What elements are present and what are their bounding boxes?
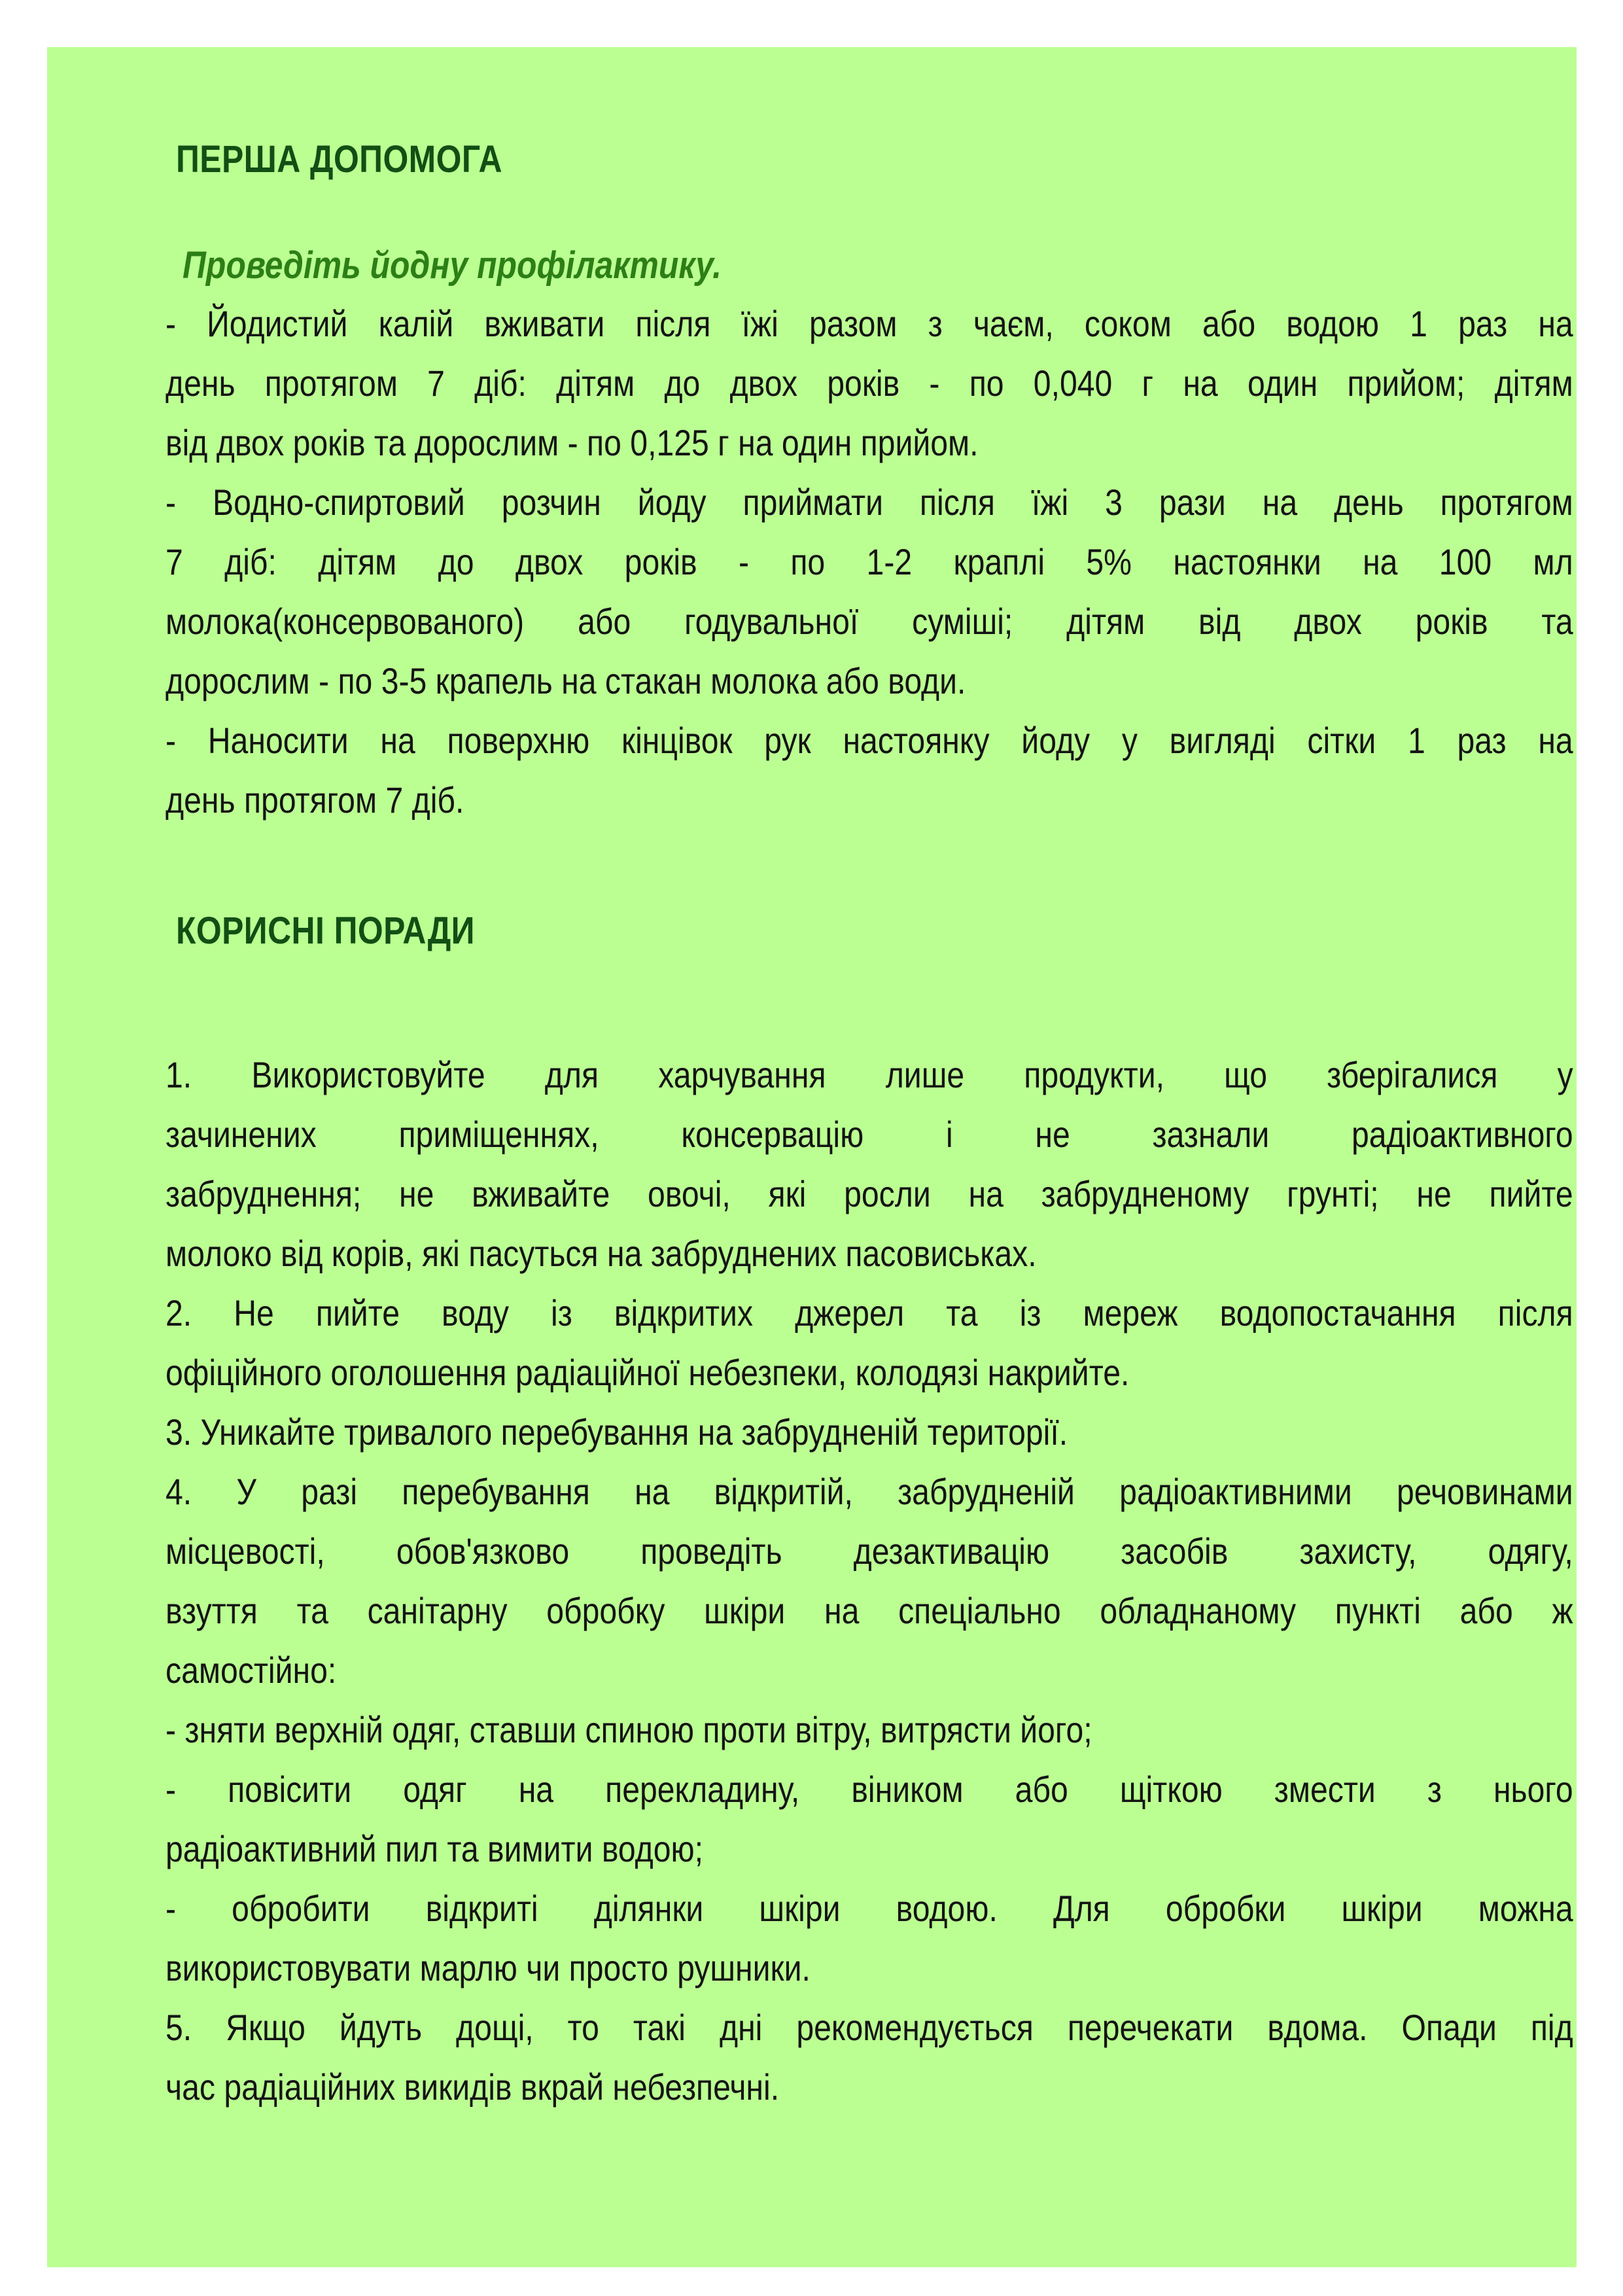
first-aid-text bbox=[166, 294, 1573, 830]
text-line: молока(консервованого) або годувальної суміші; дітям від двох років та bbox=[166, 601, 1573, 642]
first-aid-heading: ПЕРША ДОПОМОГА bbox=[176, 138, 502, 181]
text-line: забруднення; не вживайте овочі, які росли на забрудненому грунті; не пийте bbox=[166, 1173, 1573, 1214]
text-line: - зняти верхній одяг, ставши спиною проти вітру, витрясти його; bbox=[166, 1709, 1092, 1750]
text-line: день протягом 7 діб. bbox=[166, 779, 464, 821]
text-line: - Водно-спиртовий розчин йоду приймати після їжі 3 рази на день протягом bbox=[166, 482, 1573, 523]
text-line: 2. Не пийте воду із відкритих джерел та із мереж водопостачання після bbox=[166, 1292, 1573, 1333]
text-line: 1. Використовуйте для харчування лише продукти, що зберігалися у bbox=[166, 1054, 1573, 1095]
text-line: 4. У разі перебування на відкритій, забрудненій радіоактивними речовинами bbox=[166, 1471, 1573, 1512]
text-line: від двох років та дорослим - по 0,125 г на один прийом. bbox=[166, 422, 979, 463]
text-line: - Йодистий калій вживати після їжі разом з чаєм, соком або водою 1 раз на bbox=[166, 303, 1573, 344]
text-line: 5. Якщо йдуть дощі, то такі дні рекомендується перечекати вдома. Опади під bbox=[166, 2007, 1573, 2048]
text-line: 7 діб: дітям до двох років - по 1-2 краплі 5% настоянки на 100 мл bbox=[166, 541, 1573, 582]
text-line: - повісити одяг на перекладину, віником або щіткою змести з нього bbox=[166, 1769, 1573, 1810]
text-line: зачинених приміщеннях, консервацію і не зазнали радіоактивного bbox=[166, 1114, 1573, 1155]
text-line: офіційного оголошення радіаційної небезпеки, колодязі накрийте. bbox=[166, 1352, 1130, 1393]
text-line: молоко від корів, які пасуться на забруднених пасовиськах. bbox=[166, 1233, 1037, 1274]
text-line: - обробити відкриті ділянки шкіри водою. Для обробки шкіри можна bbox=[166, 1888, 1573, 1929]
text-line: день протягом 7 діб: дітям до двох років - по 0,040 г на один прийом; дітям bbox=[166, 362, 1573, 404]
iodine-prophylaxis-subheading: Проведіть йодну профілактику. bbox=[183, 244, 722, 287]
text-line: самостійно: bbox=[166, 1650, 337, 1691]
text-line: радіоактивний пил та вимити водою; bbox=[166, 1828, 704, 1869]
text-line: місцевості, обов'язково проведіть дезактивацію засобів захисту, одягу, bbox=[166, 1530, 1573, 1572]
useful-tips-text bbox=[166, 1045, 1573, 2117]
useful-tips-heading: КОРИСНІ ПОРАДИ bbox=[176, 910, 475, 952]
info-panel bbox=[47, 47, 1577, 2267]
text-line: використовувати марлю чи просто рушники. bbox=[166, 1947, 811, 1988]
text-line: - Наносити на поверхню кінцівок рук настоянку йоду у вигляді сітки 1 раз на bbox=[166, 720, 1573, 761]
text-line: 3. Уникайте тривалого перебування на забрудненій території. bbox=[166, 1411, 1068, 1453]
text-line: взуття та санітарну обробку шкіри на спеціально обладнаному пункті або ж bbox=[166, 1590, 1573, 1631]
text-line: час радіаційних викидів вкрай небезпечні. bbox=[166, 2066, 780, 2108]
text-line: дорослим - по 3-5 крапель на стакан молока або води. bbox=[166, 660, 966, 701]
